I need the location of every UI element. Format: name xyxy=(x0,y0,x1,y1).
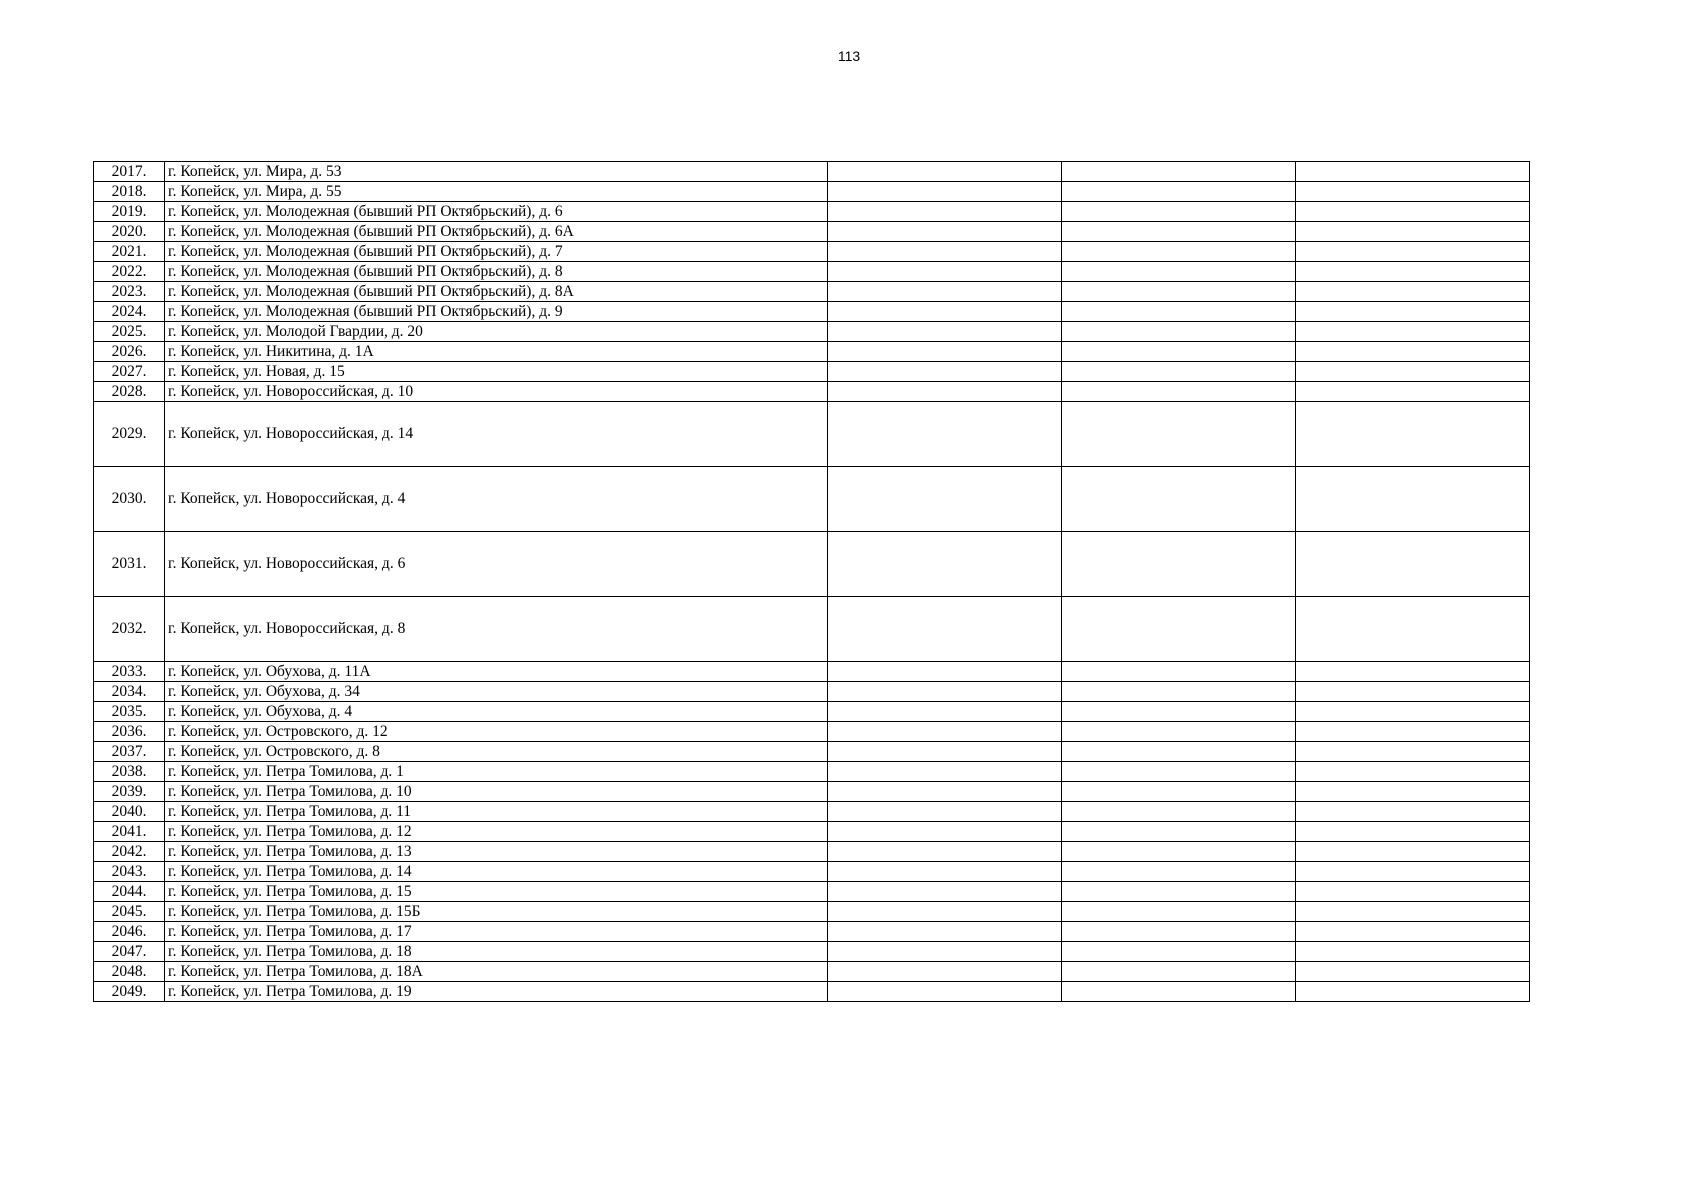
row-number-cell: 2033. xyxy=(94,662,165,682)
empty-cell-1 xyxy=(828,222,1062,242)
address-cell: г. Копейск, ул. Молодежная (бывший РП Октябрьский), д. 8 xyxy=(165,262,828,282)
address-cell: г. Копейск, ул. Мира, д. 53 xyxy=(165,162,828,182)
table-row xyxy=(94,742,1530,762)
address-cell: г. Копейск, ул. Петра Томилова, д. 15 xyxy=(165,882,828,902)
empty-cell-2 xyxy=(1062,702,1296,722)
row-number-cell: 2021. xyxy=(94,242,165,262)
address-cell: г. Копейск, ул. Петра Томилова, д. 11 xyxy=(165,802,828,822)
empty-cell-2 xyxy=(1062,962,1296,982)
table-row xyxy=(94,962,1530,982)
row-number-cell: 2030. xyxy=(94,467,165,532)
empty-cell-3 xyxy=(1296,882,1530,902)
row-number-cell: 2017. xyxy=(94,162,165,182)
table-row xyxy=(94,922,1530,942)
empty-cell-1 xyxy=(828,382,1062,402)
table-row xyxy=(94,722,1530,742)
address-cell: г. Копейск, ул. Молодежная (бывший РП Октябрьский), д. 8А xyxy=(165,282,828,302)
row-number-cell: 2047. xyxy=(94,942,165,962)
empty-cell-2 xyxy=(1062,202,1296,222)
empty-cell-3 xyxy=(1296,782,1530,802)
empty-cell-1 xyxy=(828,982,1062,1002)
table-row xyxy=(94,162,1530,182)
empty-cell-3 xyxy=(1296,322,1530,342)
page-number: 113 xyxy=(837,48,861,64)
address-table xyxy=(93,161,1530,1002)
row-number-cell: 2031. xyxy=(94,532,165,597)
empty-cell-1 xyxy=(828,922,1062,942)
row-number-cell: 2044. xyxy=(94,882,165,902)
row-number-cell: 2020. xyxy=(94,222,165,242)
empty-cell-3 xyxy=(1296,682,1530,702)
empty-cell-2 xyxy=(1062,242,1296,262)
empty-cell-2 xyxy=(1062,597,1296,662)
empty-cell-2 xyxy=(1062,862,1296,882)
empty-cell-2 xyxy=(1062,402,1296,467)
empty-cell-3 xyxy=(1296,762,1530,782)
empty-cell-1 xyxy=(828,322,1062,342)
empty-cell-3 xyxy=(1296,802,1530,822)
empty-cell-3 xyxy=(1296,902,1530,922)
address-cell: г. Копейск, ул. Молодежная (бывший РП Октябрьский), д. 9 xyxy=(165,302,828,322)
empty-cell-3 xyxy=(1296,362,1530,382)
empty-cell-3 xyxy=(1296,842,1530,862)
empty-cell-2 xyxy=(1062,282,1296,302)
empty-cell-1 xyxy=(828,962,1062,982)
empty-cell-1 xyxy=(828,282,1062,302)
table-row xyxy=(94,702,1530,722)
address-cell: г. Копейск, ул. Петра Томилова, д. 19 xyxy=(165,982,828,1002)
address-cell: г. Копейск, ул. Новороссийская, д. 4 xyxy=(165,467,828,532)
row-number-cell: 2048. xyxy=(94,962,165,982)
empty-cell-1 xyxy=(828,662,1062,682)
table-row xyxy=(94,362,1530,382)
empty-cell-2 xyxy=(1062,662,1296,682)
address-cell: г. Копейск, ул. Новороссийская, д. 10 xyxy=(165,382,828,402)
row-number-cell: 2024. xyxy=(94,302,165,322)
empty-cell-2 xyxy=(1062,322,1296,342)
row-number-cell: 2032. xyxy=(94,597,165,662)
empty-cell-3 xyxy=(1296,742,1530,762)
empty-cell-2 xyxy=(1062,802,1296,822)
empty-cell-1 xyxy=(828,182,1062,202)
empty-cell-2 xyxy=(1062,902,1296,922)
empty-cell-3 xyxy=(1296,402,1530,467)
row-number-cell: 2029. xyxy=(94,402,165,467)
empty-cell-1 xyxy=(828,532,1062,597)
table-row xyxy=(94,762,1530,782)
address-cell: г. Копейск, ул. Петра Томилова, д. 15Б xyxy=(165,902,828,922)
empty-cell-2 xyxy=(1062,342,1296,362)
empty-cell-1 xyxy=(828,762,1062,782)
row-number-cell: 2049. xyxy=(94,982,165,1002)
empty-cell-3 xyxy=(1296,982,1530,1002)
empty-cell-3 xyxy=(1296,962,1530,982)
address-cell: г. Копейск, ул. Новороссийская, д. 6 xyxy=(165,532,828,597)
empty-cell-1 xyxy=(828,802,1062,822)
table-row xyxy=(94,782,1530,802)
table-row xyxy=(94,822,1530,842)
empty-cell-2 xyxy=(1062,722,1296,742)
table-row xyxy=(94,862,1530,882)
empty-cell-2 xyxy=(1062,942,1296,962)
address-cell: г. Копейск, ул. Петра Томилова, д. 10 xyxy=(165,782,828,802)
empty-cell-2 xyxy=(1062,467,1296,532)
address-cell: г. Копейск, ул. Петра Томилова, д. 18А xyxy=(165,962,828,982)
empty-cell-1 xyxy=(828,902,1062,922)
row-number-cell: 2027. xyxy=(94,362,165,382)
row-number-cell: 2038. xyxy=(94,762,165,782)
empty-cell-1 xyxy=(828,822,1062,842)
table-row xyxy=(94,402,1530,467)
empty-cell-3 xyxy=(1296,702,1530,722)
table-row xyxy=(94,182,1530,202)
empty-cell-2 xyxy=(1062,682,1296,702)
table-row xyxy=(94,902,1530,922)
empty-cell-1 xyxy=(828,862,1062,882)
empty-cell-1 xyxy=(828,597,1062,662)
table-row xyxy=(94,662,1530,682)
table-row xyxy=(94,802,1530,822)
empty-cell-1 xyxy=(828,262,1062,282)
address-cell: г. Копейск, ул. Новороссийская, д. 8 xyxy=(165,597,828,662)
empty-cell-2 xyxy=(1062,302,1296,322)
table-row xyxy=(94,842,1530,862)
empty-cell-3 xyxy=(1296,662,1530,682)
empty-cell-3 xyxy=(1296,467,1530,532)
empty-cell-1 xyxy=(828,722,1062,742)
address-cell: г. Копейск, ул. Обухова, д. 4 xyxy=(165,702,828,722)
empty-cell-3 xyxy=(1296,532,1530,597)
address-cell: г. Копейск, ул. Петра Томилова, д. 14 xyxy=(165,862,828,882)
address-cell: г. Копейск, ул. Петра Томилова, д. 17 xyxy=(165,922,828,942)
row-number-cell: 2025. xyxy=(94,322,165,342)
table-row xyxy=(94,202,1530,222)
address-cell: г. Копейск, ул. Петра Томилова, д. 13 xyxy=(165,842,828,862)
empty-cell-3 xyxy=(1296,722,1530,742)
table-row xyxy=(94,882,1530,902)
row-number-cell: 2035. xyxy=(94,702,165,722)
empty-cell-1 xyxy=(828,682,1062,702)
table-row xyxy=(94,342,1530,362)
empty-cell-1 xyxy=(828,162,1062,182)
row-number-cell: 2041. xyxy=(94,822,165,842)
row-number-cell: 2022. xyxy=(94,262,165,282)
address-cell: г. Копейск, ул. Никитина, д. 1А xyxy=(165,342,828,362)
address-cell: г. Копейск, ул. Мира, д. 55 xyxy=(165,182,828,202)
empty-cell-3 xyxy=(1296,162,1530,182)
empty-cell-1 xyxy=(828,402,1062,467)
row-number-cell: 2019. xyxy=(94,202,165,222)
empty-cell-2 xyxy=(1062,262,1296,282)
empty-cell-2 xyxy=(1062,922,1296,942)
empty-cell-2 xyxy=(1062,762,1296,782)
address-cell: г. Копейск, ул. Петра Томилова, д. 1 xyxy=(165,762,828,782)
row-number-cell: 2045. xyxy=(94,902,165,922)
address-cell: г. Копейск, ул. Молодежная (бывший РП Октябрьский), д. 6А xyxy=(165,222,828,242)
empty-cell-2 xyxy=(1062,782,1296,802)
empty-cell-3 xyxy=(1296,242,1530,262)
table-row xyxy=(94,982,1530,1002)
empty-cell-1 xyxy=(828,202,1062,222)
empty-cell-1 xyxy=(828,467,1062,532)
address-cell: г. Копейск, ул. Петра Томилова, д. 12 xyxy=(165,822,828,842)
address-cell: г. Копейск, ул. Новороссийская, д. 14 xyxy=(165,402,828,467)
table-row xyxy=(94,682,1530,702)
address-cell: г. Копейск, ул. Обухова, д. 34 xyxy=(165,682,828,702)
empty-cell-1 xyxy=(828,302,1062,322)
empty-cell-2 xyxy=(1062,822,1296,842)
empty-cell-2 xyxy=(1062,532,1296,597)
empty-cell-2 xyxy=(1062,382,1296,402)
row-number-cell: 2034. xyxy=(94,682,165,702)
row-number-cell: 2023. xyxy=(94,282,165,302)
address-cell: г. Копейск, ул. Обухова, д. 11А xyxy=(165,662,828,682)
empty-cell-3 xyxy=(1296,202,1530,222)
empty-cell-2 xyxy=(1062,182,1296,202)
table-row xyxy=(94,262,1530,282)
address-cell: г. Копейск, ул. Островского, д. 12 xyxy=(165,722,828,742)
empty-cell-2 xyxy=(1062,742,1296,762)
address-cell: г. Копейск, ул. Островского, д. 8 xyxy=(165,742,828,762)
row-number-cell: 2037. xyxy=(94,742,165,762)
empty-cell-3 xyxy=(1296,182,1530,202)
empty-cell-1 xyxy=(828,742,1062,762)
empty-cell-2 xyxy=(1062,882,1296,902)
empty-cell-3 xyxy=(1296,222,1530,242)
address-cell: г. Копейск, ул. Новая, д. 15 xyxy=(165,362,828,382)
empty-cell-3 xyxy=(1296,302,1530,322)
table-row xyxy=(94,532,1530,597)
empty-cell-3 xyxy=(1296,597,1530,662)
table-row xyxy=(94,467,1530,532)
row-number-cell: 2036. xyxy=(94,722,165,742)
table-row xyxy=(94,302,1530,322)
row-number-cell: 2043. xyxy=(94,862,165,882)
empty-cell-1 xyxy=(828,242,1062,262)
empty-cell-2 xyxy=(1062,222,1296,242)
empty-cell-1 xyxy=(828,342,1062,362)
empty-cell-2 xyxy=(1062,162,1296,182)
address-cell: г. Копейск, ул. Молодой Гвардии, д. 20 xyxy=(165,322,828,342)
empty-cell-1 xyxy=(828,362,1062,382)
address-cell: г. Копейск, ул. Молодежная (бывший РП Октябрьский), д. 7 xyxy=(165,242,828,262)
table-body xyxy=(94,162,1530,1002)
empty-cell-3 xyxy=(1296,382,1530,402)
empty-cell-2 xyxy=(1062,842,1296,862)
row-number-cell: 2040. xyxy=(94,802,165,822)
table-row xyxy=(94,242,1530,262)
empty-cell-2 xyxy=(1062,362,1296,382)
table-row xyxy=(94,942,1530,962)
address-cell: г. Копейск, ул. Молодежная (бывший РП Октябрьский), д. 6 xyxy=(165,202,828,222)
empty-cell-3 xyxy=(1296,282,1530,302)
row-number-cell: 2026. xyxy=(94,342,165,362)
empty-cell-3 xyxy=(1296,342,1530,362)
table-row xyxy=(94,382,1530,402)
empty-cell-3 xyxy=(1296,922,1530,942)
empty-cell-3 xyxy=(1296,942,1530,962)
table-row xyxy=(94,597,1530,662)
empty-cell-1 xyxy=(828,842,1062,862)
row-number-cell: 2046. xyxy=(94,922,165,942)
table-row xyxy=(94,322,1530,342)
empty-cell-3 xyxy=(1296,862,1530,882)
empty-cell-1 xyxy=(828,942,1062,962)
empty-cell-1 xyxy=(828,882,1062,902)
empty-cell-2 xyxy=(1062,982,1296,1002)
empty-cell-1 xyxy=(828,782,1062,802)
row-number-cell: 2028. xyxy=(94,382,165,402)
table-row xyxy=(94,222,1530,242)
address-cell: г. Копейск, ул. Петра Томилова, д. 18 xyxy=(165,942,828,962)
row-number-cell: 2042. xyxy=(94,842,165,862)
row-number-cell: 2018. xyxy=(94,182,165,202)
row-number-cell: 2039. xyxy=(94,782,165,802)
table-row xyxy=(94,282,1530,302)
empty-cell-3 xyxy=(1296,822,1530,842)
empty-cell-3 xyxy=(1296,262,1530,282)
empty-cell-1 xyxy=(828,702,1062,722)
